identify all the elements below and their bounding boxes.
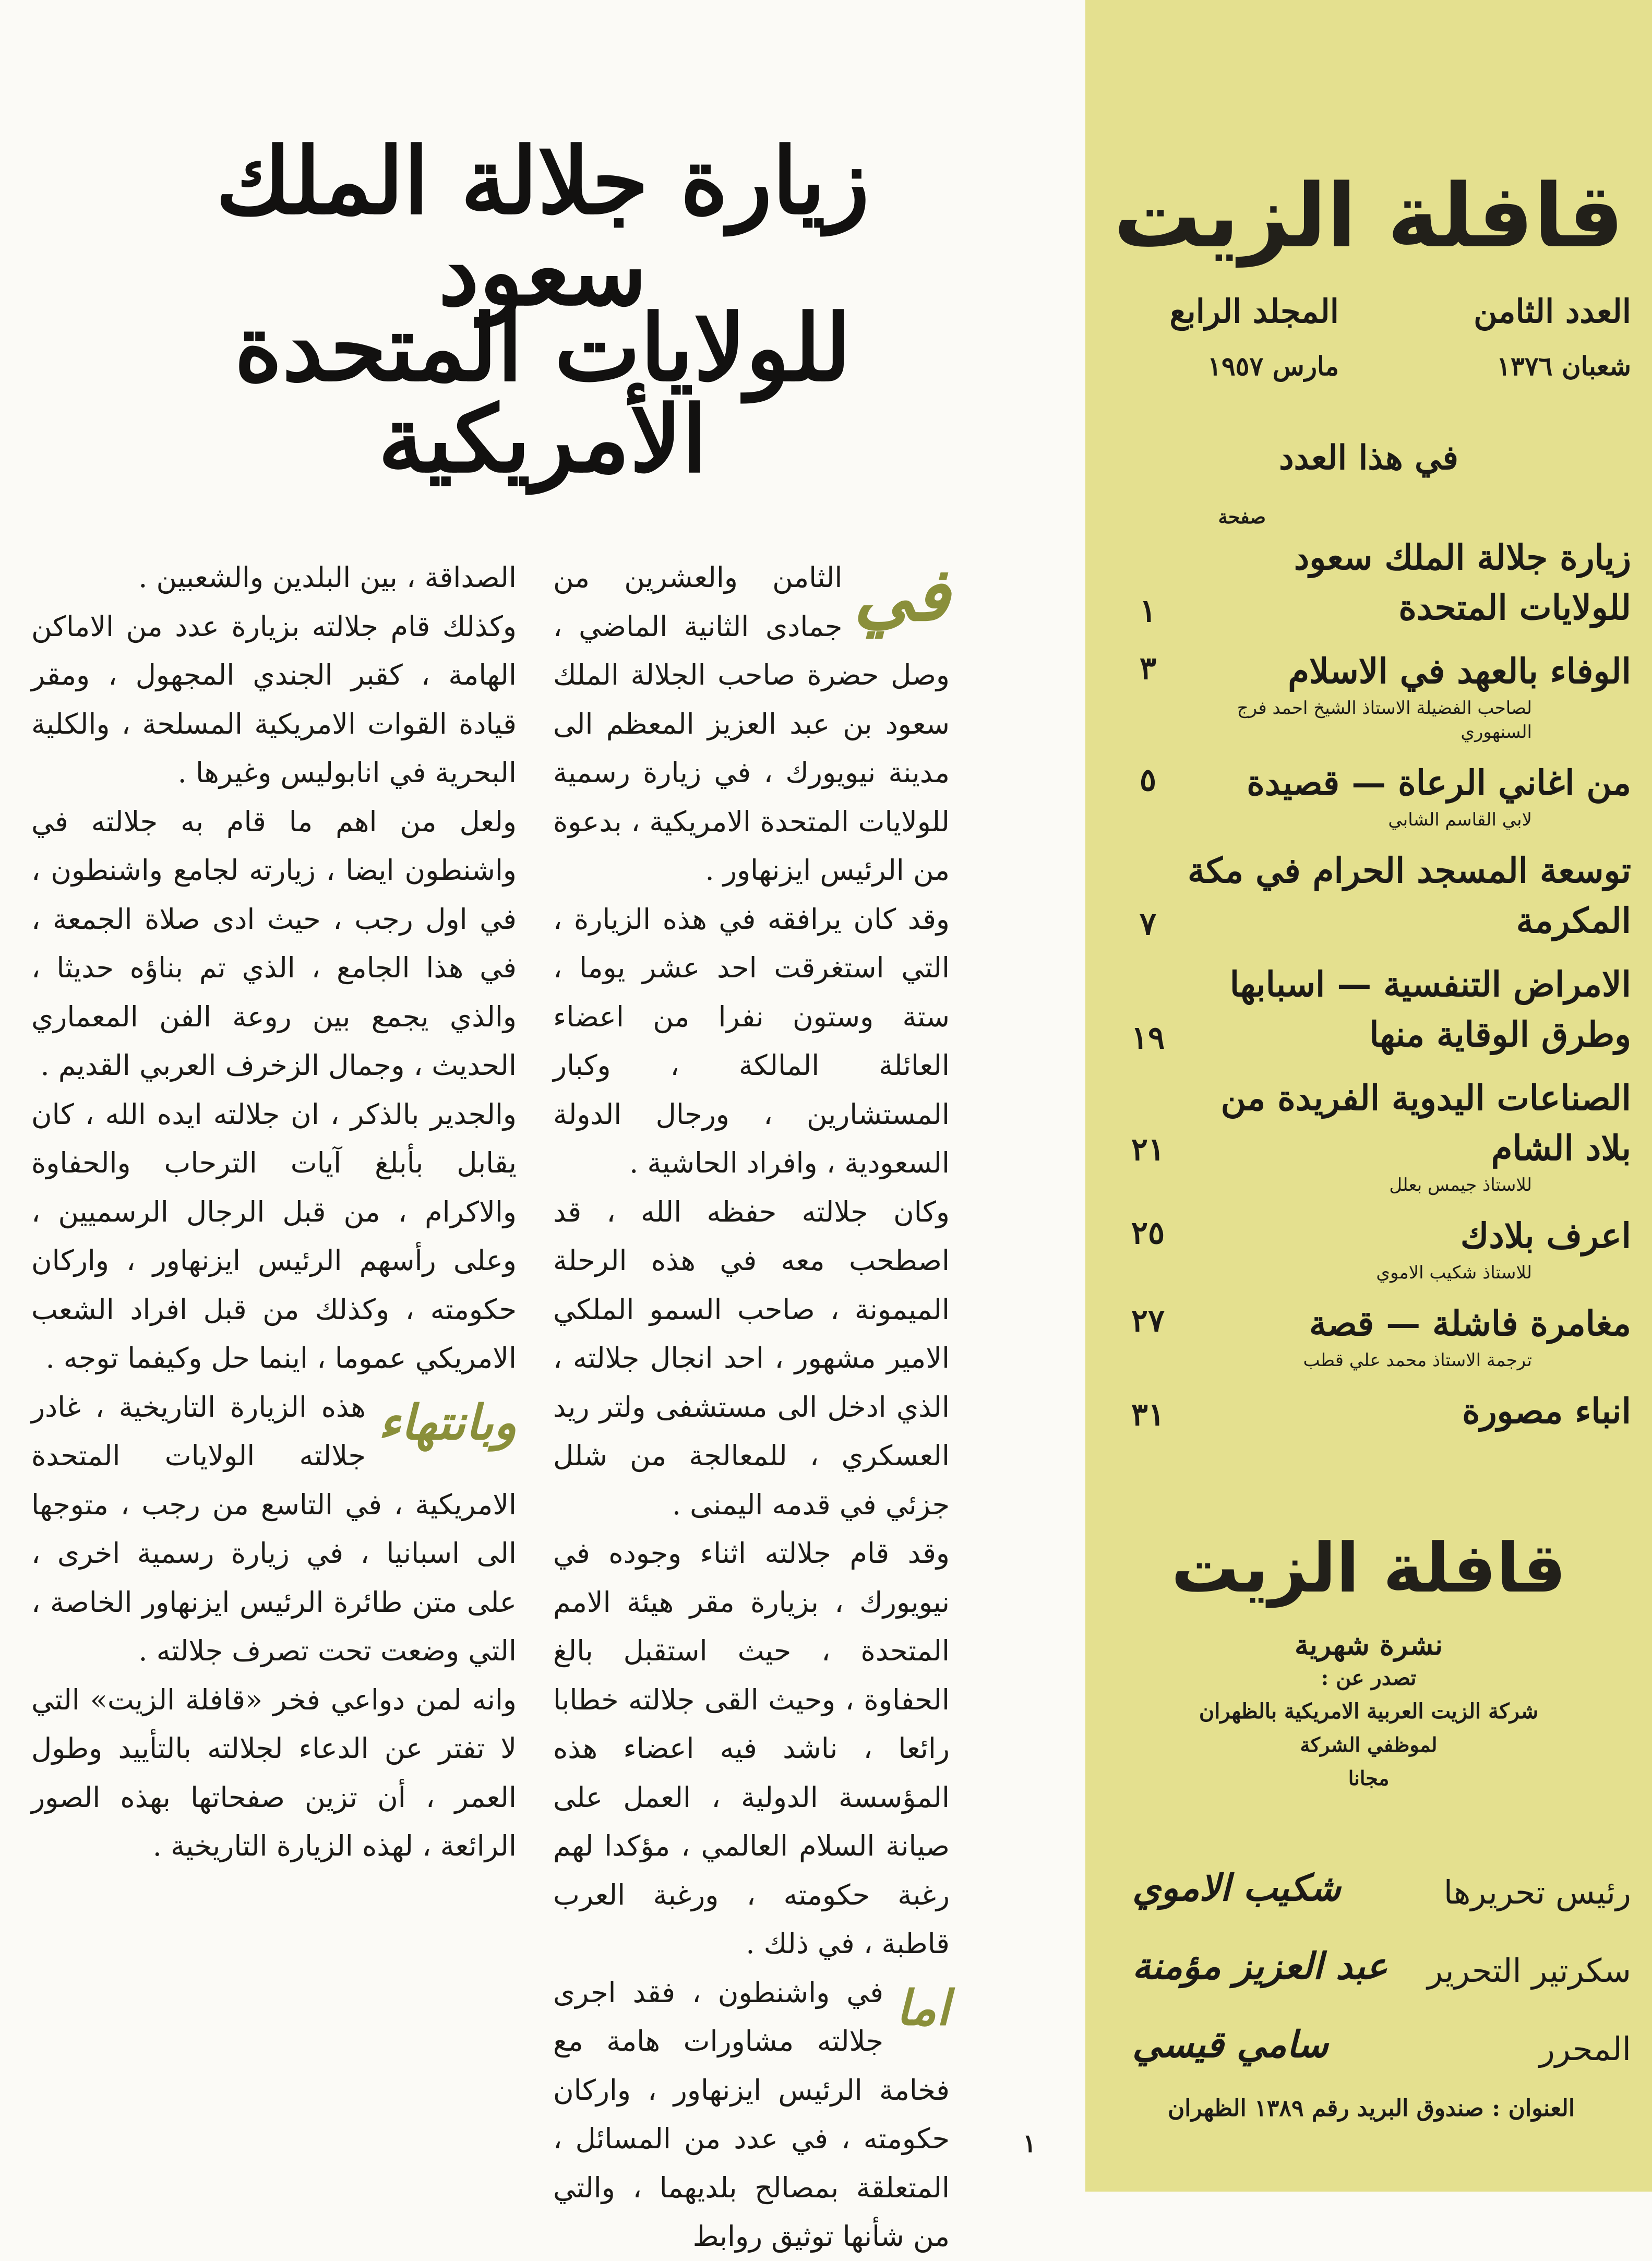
publication-info <box>1106 1628 1631 1795</box>
bulletin-frequency: نشرة شهرية <box>1294 1628 1443 1661</box>
paragraph: وانه لمن دواعي فخر «قافلة الزيت» التي لا تفتر عن الدعاء لجلالته بالتأييد وطول العمر ، أن تزين صفحاتها بهذه الصور الرائعة ، لهذه الزيارة التاريخية . <box>31 1683 517 1862</box>
audience-note: لموظفي الشركة <box>1300 1733 1438 1756</box>
toc-entry-title: زيارة جلالة الملك سعود للولايات المتحدة <box>1294 537 1631 628</box>
toc-entry-page: ٧ <box>1139 906 1157 942</box>
toc-page-column-label: صفحة <box>1218 506 1266 528</box>
toc-entry-page: ١ <box>1139 593 1157 629</box>
paragraph: هذه الزيارة التاريخية ، غادر جلالته الولايات المتحدة الامريكية ، في التاسع من رجب ، متوجها الى اسبانيا ، في زيارة رسمية اخرى ، على متن طائرة الرئيس ايزنهاور الخاصة ، التي وضعت تحت تصرف جلالته . <box>31 1390 517 1667</box>
toc-entry-author: للاستاذ جيمس بعلل <box>1389 1175 1532 1195</box>
paragraph: وكان جلالته حفظه الله ، قد اصطحب معه في هذه الرحلة الميمونة ، صاحب السمو الملكي الامير مشهور ، احد انجال جلالته ، الذي ادخل الى مستشفى ولتر ريد العسكري ، للمعالجة من شلل جزئي في قدمه اليمنى . <box>553 1195 950 1521</box>
headline-line-1: زيارة جلالة الملك سعود <box>216 128 870 326</box>
toc-entry-author: لابي القاسم الشابي <box>1388 809 1532 830</box>
toc-entry-page: ٢١ <box>1131 1131 1165 1168</box>
toc-entry[interactable] <box>1122 646 1631 744</box>
paragraph: في واشنطون ، فقد اجرى جلالته مشاورات هامة مع فخامة الرئيس ايزنهاور ، واركان حكومته ، في عدد من المسائل ، المتعلقة بمصالح بلديهما ، والتي من شأنها توثيق روابط <box>553 1976 950 2253</box>
toc-entry[interactable] <box>1122 1298 1631 1372</box>
paragraph: والجدير بالذكر ، ان جلالته ايده الله ، كان يقابل بأبلغ آيات الترحاب والحفاوة والاكرام ، من قبل الرجال الرسميين ، وعلى رأسهم الرئيس ايزنهاور ، واركان حكومته ، وكذلك من قبل افراد الشعب الامريكي عموما ، اينما حل وكيفما توجه . <box>31 1097 517 1374</box>
toc-entry-title: مغامرة فاشلة — قصة <box>1309 1303 1631 1344</box>
toc-entry[interactable] <box>1122 1386 1631 1436</box>
toc-entry[interactable] <box>1122 845 1631 946</box>
toc-heading: في هذا العدد <box>1279 438 1458 477</box>
price-note: مجانا <box>1348 1766 1390 1790</box>
publisher-company: شركة الزيت العربية الامريكية بالظهران <box>1199 1699 1539 1724</box>
page-number: ١ <box>1023 2129 1036 2158</box>
toc-entry-page: ٣ <box>1139 650 1157 687</box>
hijri-date: شعبان ١٣٧٦ <box>1497 351 1631 381</box>
volume-number: المجلد الرابع <box>1169 292 1339 330</box>
side-heading-end: وبانتهاء <box>378 1394 517 1451</box>
table-of-contents <box>1122 532 1631 1450</box>
paragraph: الصداقة ، بين البلدين والشعبين . <box>138 561 517 594</box>
article-column-right <box>553 552 950 2253</box>
toc-entry-page: ٥ <box>1139 762 1157 798</box>
staff-role: رئيس تحريرها <box>1443 1873 1631 1911</box>
toc-entry-page: ١٩ <box>1131 1020 1165 1056</box>
staff-row <box>1117 1936 1631 2014</box>
toc-entry[interactable] <box>1122 959 1631 1059</box>
toc-entry-title: الصناعات اليدوية الفريدة من بلاد الشام <box>1220 1078 1631 1168</box>
staff-name: سامي قيسي <box>1132 2023 1328 2066</box>
issued-by-label: تصدر عن : <box>1321 1666 1417 1690</box>
masthead-logo-small: قافلة الزيت <box>1171 1528 1566 1608</box>
staff-name: شكيب الاموي <box>1132 1866 1341 1909</box>
headline-line-2: للولايات المتحدة الأمريكية <box>234 295 851 493</box>
issue-number: العدد الثامن <box>1474 292 1631 330</box>
staff-role: المحرر <box>1539 2030 1631 2068</box>
toc-entry[interactable] <box>1122 758 1631 832</box>
toc-entry[interactable] <box>1122 1211 1631 1285</box>
drop-initial: في <box>854 552 950 638</box>
toc-entry-author: للاستاذ شكيب الاموي <box>1376 1262 1532 1283</box>
mailing-address: العنوان : صندوق البريد رقم ١٣٨٩ الظهران <box>1167 2095 1575 2122</box>
toc-entry-page: ٢٥ <box>1131 1215 1165 1251</box>
article-column-left <box>31 553 517 2077</box>
masthead-logo: قافلة الزيت <box>1113 165 1624 267</box>
paragraph: وقد كان يرافقه في هذه الزيارة ، التي استغرقت احد عشر يوما ، ستة وستون نفرا من اعضاء العائلة المالكة ، وكبار المستشارين ، ورجال الدولة السعودية ، وافراد الحاشية . <box>553 902 950 1179</box>
toc-entry-title: الوفاء بالعهد في الاسلام <box>1288 651 1631 691</box>
toc-entry-author: لصاحب الفضيلة الاستاذ الشيخ احمد فرج السنهوري <box>1237 698 1532 743</box>
side-heading-ama: اما <box>896 1979 950 2036</box>
staff-name: عبد العزيز مؤمنة <box>1132 1944 1388 1988</box>
toc-entry-author: ترجمة الاستاذ محمد علي قطب <box>1303 1350 1532 1371</box>
paragraph: الثامن والعشرين من جمادى الثانية الماضي ، وصل حضرة صاحب الجلالة الملك سعود بن عبد العزيز المعظم الى مدينة نيويورك ، في زيارة رسمية للولايات المتحدة الامريكية ، بدعوة من الرئيس ايزنهاور . <box>553 561 950 887</box>
staff-row <box>1117 2014 1631 2092</box>
toc-entry-title: الامراض التنفسية — اسبابها وطرق الوقاية منها <box>1229 964 1631 1055</box>
toc-entry-title: اعرف بلادك <box>1460 1215 1631 1256</box>
toc-entry-page: ٢٧ <box>1131 1302 1165 1339</box>
paragraph: ولعل من اهم ما قام به جلالته في واشنطون ايضا ، زيارته لجامع واشنطون ، في اول رجب ، حيث ادى صلاة الجمعة ، في هذا الجامع ، الذي تم بناؤه حديثا ، والذي يجمع بين روعة الفن المعماري الحديث ، وجمال الزخرف العربي القديم . <box>31 805 517 1082</box>
toc-entry-title: انباء مصورة <box>1462 1391 1631 1431</box>
sidebar <box>1085 0 1652 2192</box>
gregorian-date: مارس ١٩٥٧ <box>1207 351 1339 381</box>
toc-entry-title: توسعة المسجد الحرام في مكة المكرمة <box>1187 850 1631 941</box>
toc-entry-page: ٣١ <box>1131 1396 1165 1433</box>
toc-entry[interactable] <box>1122 532 1631 632</box>
paragraph: وقد قام جلالته اثناء وجوده في نيويورك ، بزيارة مقر هيئة الامم المتحدة ، حيث استقبل بالغ الحفاوة ، وحيث القى جلالته خطابا رائعا ، ناشد فيه اعضاء هذه المؤسسة الدولية ، العمل على صيانة السلام العالمي ، مؤكدا لهم رغبة حكومته ، ورغبة العرب قاطبة ، في ذلك . <box>553 1537 950 1960</box>
staff-role: سكرتير التحرير <box>1427 1952 1631 1990</box>
toc-entry-title: من اغاني الرعاة — قصيدة <box>1247 762 1631 803</box>
staff-row <box>1117 1858 1631 1936</box>
toc-entry[interactable] <box>1122 1073 1631 1197</box>
staff-credits <box>1117 1858 1631 2092</box>
paragraph: وكذلك قام جلالته بزيارة عدد من الاماكن الهامة ، كقبر الجندي المجهول ، ومقر قيادة القوات الامريكية المسلحة ، والكلية البحرية في انابوليس وغيرها . <box>31 609 517 789</box>
